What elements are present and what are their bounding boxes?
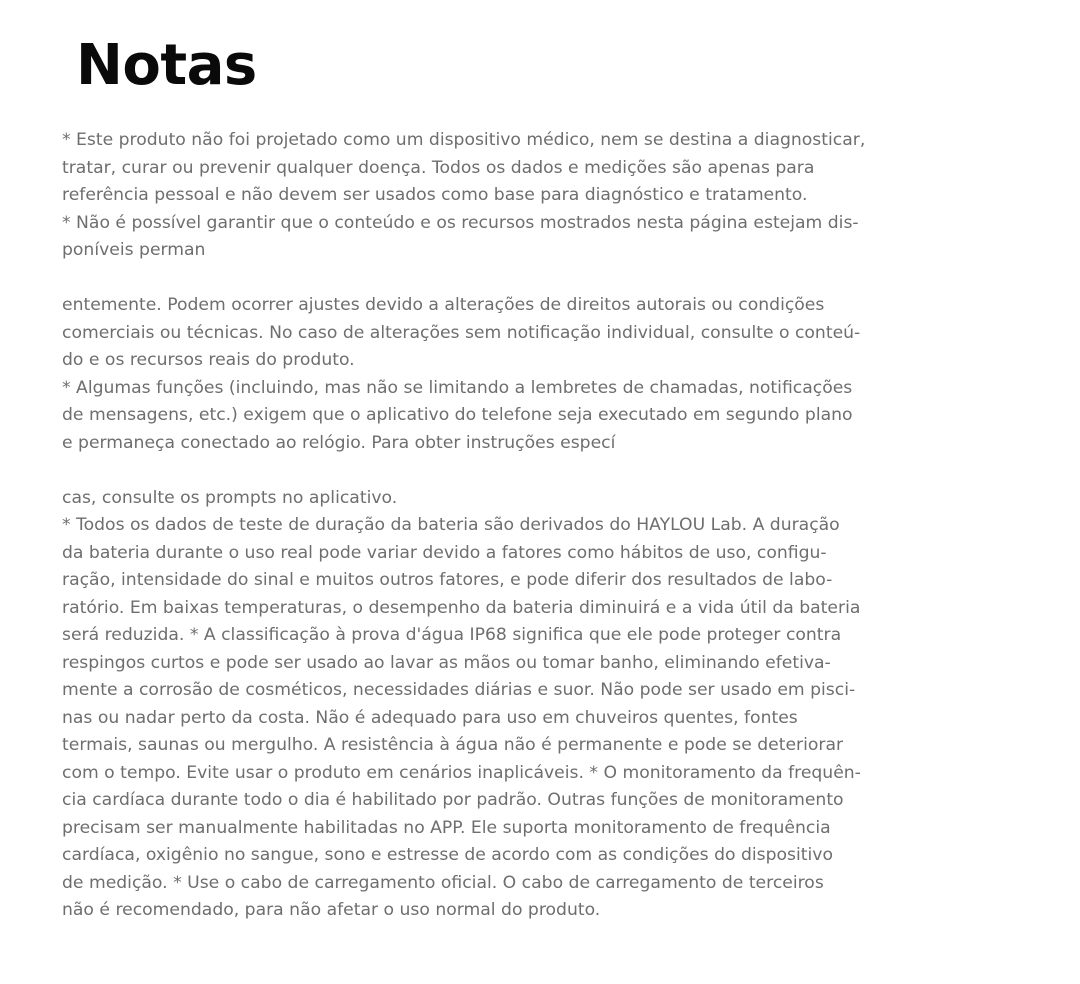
note-line: * Este produto não foi projetado como um dispositivo médico, nem se destina a diagnosticar, [62, 130, 866, 150]
note-line: do e os recursos reais do produto. [62, 350, 355, 370]
note-line: mente a corrosão de cosméticos, necessidades diárias e suor. Não pode ser usado em pisci- [62, 680, 856, 700]
blank-line [62, 265, 1002, 293]
page-title: Notas [76, 33, 257, 98]
note-line: nas ou nadar perto da costa. Não é adequado para uso em chuveiros quentes, fontes [62, 707, 798, 728]
blank-line [62, 457, 1002, 485]
note-line: * Todos os dados de teste de duração da bateria são derivados do HAYLOU Lab. A duração [62, 515, 840, 535]
note-line: ração, intensidade do sinal e muitos outros fatores, e pode diferir dos resultados de labo- [62, 570, 833, 590]
note-line: da bateria durante o uso real pode variar devido a fatores como hábitos de uso, configu- [62, 542, 827, 563]
note-line: referência pessoal e não devem ser usados como base para diagnóstico e tratamento. [62, 185, 808, 205]
note-line: comerciais ou técnicas. No caso de alterações sem notificação individual, consulte o conteú- [62, 322, 861, 343]
note-line: tratar, curar ou prevenir qualquer doença. Todos os dados e medições são apenas para [62, 157, 815, 178]
note-line: * Não é possível garantir que o conteúdo e os recursos mostrados nesta página estejam dis- [62, 212, 859, 233]
note-line: e permaneça conectado ao relógio. Para obter instruções especí [62, 432, 616, 453]
note-line: ratório. Em baixas temperaturas, o desempenho da bateria diminuirá e a vida útil da bateria [62, 597, 861, 618]
note-line: cardíaca, oxigênio no sangue, sono e estresse de acordo com as condições do dispositivo [62, 845, 833, 865]
note-line: será reduzida. * A classificação à prova d'água IP68 significa que ele pode proteger contra [62, 625, 842, 645]
note-line: poníveis perman [62, 240, 206, 260]
note-line: não é recomendado, para não afetar o uso normal do produto. [62, 900, 601, 920]
note-line: cas, consulte os prompts no aplicativo. [62, 487, 398, 508]
note-line: de medição. * Use o cabo de carregamento oficial. O cabo de carregamento de terceiros [62, 872, 824, 893]
note-line: precisam ser manualmente habilitadas no APP. Ele suporta monitoramento de frequência [62, 817, 831, 838]
note-line: cia cardíaca durante todo o dia é habilitado por padrão. Outras funções de monitoramento [62, 790, 844, 810]
note-line: respingos curtos e pode ser usado ao lavar as mãos ou tomar banho, eliminando efetiva- [62, 652, 831, 673]
note-line: entemente. Podem ocorrer ajustes devido a alterações de direitos autorais ou condições [62, 295, 825, 315]
note-line: * Algumas funções (incluindo, mas não se limitando a lembretes de chamadas, notificações [62, 377, 853, 398]
note-line: com o tempo. Evite usar o produto em cenários inaplicáveis. * O monitoramento da frequên- [62, 762, 861, 783]
note-line: termais, saunas ou mergulho. A resistência à água não é permanente e pode se deteriorar [62, 735, 844, 755]
notes-body [62, 127, 1002, 925]
note-line: de mensagens, etc.) exigem que o aplicativo do telefone seja executado em segundo plano [62, 405, 853, 425]
